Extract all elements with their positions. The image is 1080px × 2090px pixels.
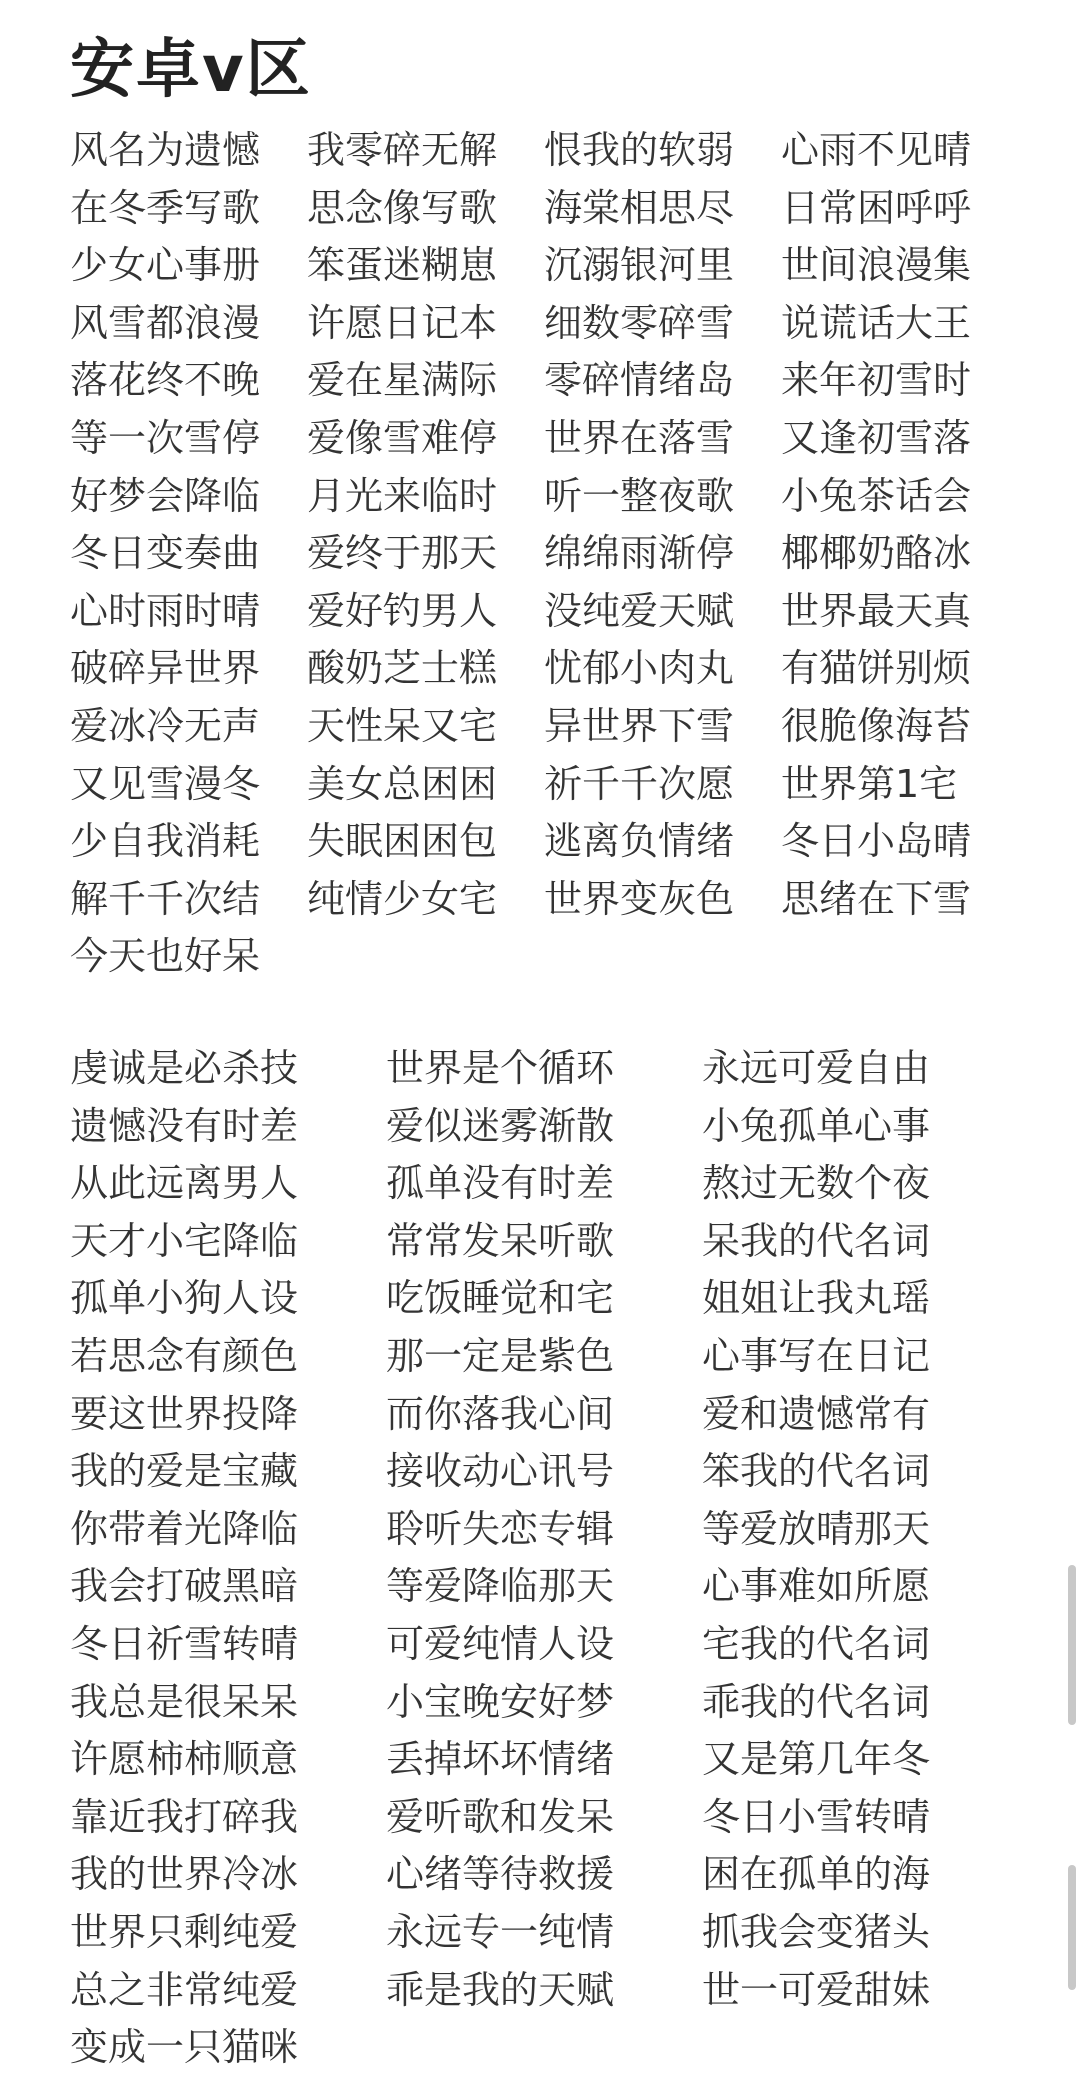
list-item: 小兔茶话会 [781, 473, 972, 518]
list-item: 孤单没有时差 [386, 1161, 615, 1206]
list-item: 零碎情绪岛 [544, 358, 735, 403]
list-item: 风雪都浪漫 [70, 300, 261, 345]
list-item: 又是第几年冬 [702, 1737, 931, 1782]
list-item: 来年初雪时 [781, 358, 972, 403]
list-item: 心雨不见晴 [781, 128, 972, 172]
list-item: 爱听歌和发呆 [386, 1794, 615, 1839]
list-item: 心事写在日记 [702, 1333, 931, 1378]
list-item: 今天也好呆 [70, 934, 261, 979]
list-item: 解千千次结 [70, 876, 261, 921]
list-item: 酸奶芝士糕 [307, 646, 498, 691]
list-item: 听一整夜歌 [544, 473, 735, 518]
list-item: 永远可爱自由 [702, 1046, 931, 1090]
list-item: 沉溺银河里 [544, 243, 735, 288]
list-item: 我的世界冷冰 [70, 1852, 299, 1897]
list-item: 等爱放晴那天 [702, 1506, 931, 1551]
list-item: 等一次雪停 [70, 415, 261, 460]
list-item: 靠近我打碎我 [70, 1794, 299, 1839]
list-item: 异世界下雪 [544, 703, 735, 748]
list-item: 心绪等待救援 [386, 1852, 615, 1897]
page-title: 安卓v区 [70, 33, 312, 107]
list-item: 冬日小雪转晴 [702, 1794, 931, 1839]
list-item: 爱在星满际 [307, 358, 498, 403]
list-item: 冬日小岛晴 [781, 819, 972, 864]
list-item: 海棠相思尽 [544, 185, 735, 230]
list-item: 又见雪漫冬 [70, 761, 261, 806]
list-item: 说谎话大王 [781, 300, 972, 345]
list-item: 你带着光降临 [70, 1506, 299, 1551]
list-item: 落花终不晚 [70, 358, 261, 403]
list-item: 祈千千次愿 [544, 761, 735, 806]
list-item: 世界是个循环 [386, 1046, 615, 1090]
list-item: 忧郁小肉丸 [544, 646, 735, 691]
list-item: 许愿日记本 [307, 300, 498, 345]
list-item: 爱终于那天 [307, 531, 498, 576]
list-item: 世界只剩纯爱 [70, 1909, 299, 1954]
list-item: 思绪在下雪 [781, 876, 972, 921]
list-item: 世一可爱甜妹 [702, 1967, 931, 2012]
list-item: 日常困呼呼 [781, 185, 972, 230]
list-item: 孤单小狗人设 [70, 1276, 299, 1321]
list-item: 乖我的代名词 [702, 1679, 931, 1724]
list-item: 爱像雪难停 [307, 415, 498, 460]
list-item: 天性呆又宅 [307, 703, 498, 748]
list-item: 失眠困困包 [307, 819, 498, 864]
list-item: 许愿柿柿顺意 [70, 1737, 299, 1782]
list-item: 笨蛋迷糊崽 [307, 243, 498, 288]
list-item: 抓我会变猪头 [702, 1909, 931, 1954]
list-item: 冬日变奏曲 [70, 531, 261, 576]
list-item: 风名为遗憾 [70, 128, 261, 172]
list-item: 吃饭睡觉和宅 [386, 1276, 615, 1321]
list-item: 虔诚是必杀技 [70, 1046, 299, 1090]
list-item: 椰椰奶酪冰 [781, 531, 972, 576]
list-item: 美女总困困 [307, 761, 498, 806]
list-item: 绵绵雨渐停 [544, 531, 735, 576]
list-item: 冬日祈雪转晴 [70, 1621, 299, 1666]
list-item: 丢掉坏坏情绪 [386, 1737, 615, 1782]
list-item: 爱似迷雾渐散 [386, 1103, 615, 1148]
list-item: 没纯爱天赋 [544, 588, 735, 633]
list-item: 困在孤单的海 [702, 1852, 931, 1897]
list-item: 天才小宅降临 [70, 1218, 299, 1263]
list-item: 要这世界投降 [70, 1391, 299, 1436]
list-item: 细数零碎雪 [544, 300, 735, 345]
list-item: 月光来临时 [307, 473, 498, 518]
list-item: 爱好钓男人 [307, 588, 498, 633]
list-item: 世界变灰色 [544, 876, 735, 921]
list-item: 从此远离男人 [70, 1161, 299, 1206]
list-item: 心时雨时晴 [70, 588, 261, 633]
list-item: 乖是我的天赋 [386, 1967, 615, 2012]
list-item: 可爱纯情人设 [386, 1621, 615, 1666]
list-item: 世间浪漫集 [781, 243, 972, 288]
four-char-name-list [70, 122, 1010, 986]
list-item: 少自我消耗 [70, 819, 261, 864]
list-item: 我零碎无解 [307, 128, 498, 172]
list-item: 又逢初雪落 [781, 415, 972, 460]
list-item: 熬过无数个夜 [702, 1161, 931, 1206]
list-item: 爱和遗憾常有 [702, 1391, 931, 1436]
list-item: 世界在落雪 [544, 415, 735, 460]
list-item: 宅我的代名词 [702, 1621, 931, 1666]
list-item: 变成一只猫咪 [70, 2025, 299, 2070]
six-char-name-list [70, 1040, 1030, 2077]
scrollbar-thumb[interactable] [1068, 1565, 1076, 1725]
list-item: 若思念有颜色 [70, 1333, 299, 1378]
list-item: 恨我的软弱 [544, 128, 735, 172]
list-item: 常常发呆听歌 [386, 1218, 615, 1263]
list-item: 遗憾没有时差 [70, 1103, 299, 1148]
list-item: 逃离负情绪 [544, 819, 735, 864]
list-item: 好梦会降临 [70, 473, 261, 518]
list-item: 那一定是紫色 [386, 1333, 615, 1378]
list-item: 而你落我心间 [386, 1391, 615, 1436]
list-item: 心事难如所愿 [702, 1564, 931, 1609]
list-item: 我会打破黑暗 [70, 1564, 299, 1609]
list-item: 很脆像海苔 [781, 703, 972, 748]
list-item: 在冬季写歌 [70, 185, 261, 230]
list-item: 我总是很呆呆 [70, 1679, 299, 1724]
list-item: 破碎异世界 [70, 646, 261, 691]
list-item: 笨我的代名词 [702, 1449, 931, 1494]
list-item: 小宝晚安好梦 [386, 1679, 615, 1724]
list-item: 世界第1宅 [781, 761, 958, 806]
list-item: 姐姐让我丸瑶 [702, 1276, 931, 1321]
list-item: 接收动心讯号 [386, 1449, 615, 1494]
list-item: 小兔孤单心事 [702, 1103, 931, 1148]
list-item: 我的爱是宝藏 [70, 1449, 299, 1494]
scrollbar-thumb-secondary[interactable] [1068, 1865, 1076, 1990]
list-item: 纯情少女宅 [307, 876, 498, 921]
list-item: 世界最天真 [781, 588, 972, 633]
list-item: 爱冰冷无声 [70, 703, 261, 748]
list-item: 少女心事册 [70, 243, 261, 288]
list-item: 等爱降临那天 [386, 1564, 615, 1609]
list-item: 聆听失恋专辑 [386, 1506, 615, 1551]
list-item: 永远专一纯情 [386, 1909, 615, 1954]
list-item: 呆我的代名词 [702, 1218, 931, 1263]
list-item: 有猫饼别烦 [781, 646, 972, 691]
list-item: 总之非常纯爱 [70, 1967, 299, 2012]
list-item: 思念像写歌 [307, 185, 498, 230]
